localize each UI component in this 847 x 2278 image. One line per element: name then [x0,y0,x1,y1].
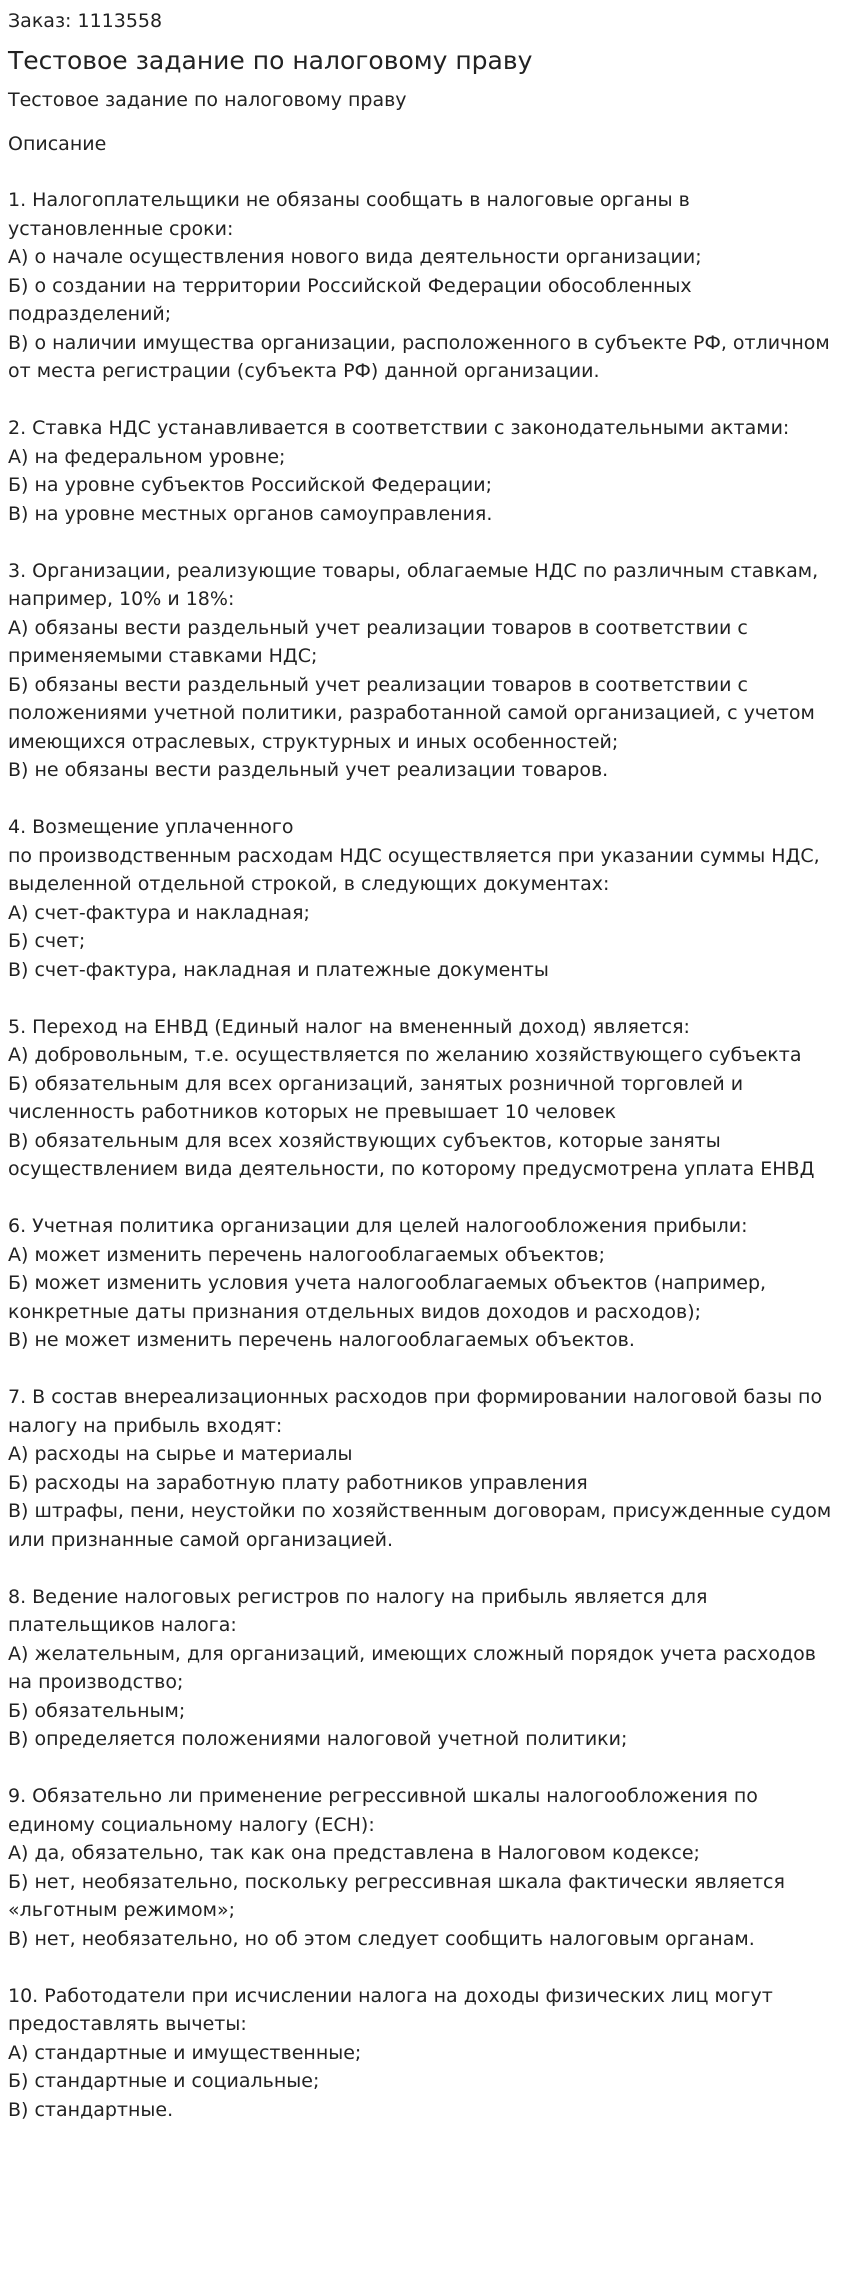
question-line: имеющихся отраслевых, структурных и иных особенностей; [8,730,619,753]
question-line: А) стандартные и имущественные; [8,2041,362,2064]
question-line: А) обязаны вести раздельный учет реализации товаров в соответствии с [8,616,748,639]
question-block [8,186,839,386]
question-line: В) счет-фактура, накладная и платежные документы [8,958,549,981]
question-line: или признанные самой организацией. [8,1528,394,1551]
question-text: 1. Налогоплательщики не обязаны сообщать в налоговые органы в [8,189,690,211]
question-block [8,414,839,528]
question-block [8,1013,839,1184]
question-line: А) добровольным, т.е. осуществляется по желанию хозяйствующего субъекта [8,1044,802,1066]
question-line: А) на федеральном уровне; [8,445,286,468]
question-line: предоставлять вычеты: [8,2013,247,2035]
question-text: 8. Ведение налоговых регистров по налогу на прибыль является для [8,1585,708,1608]
question-line: подразделений; [8,303,172,325]
question-line: осуществлением вида деятельности, по которому предусмотрена уплата ЕНВД [8,1158,815,1180]
question-line: В) определяется положениями налоговой учетной политики; [8,1728,628,1750]
question-block [8,1383,839,1554]
question-line: А) счет-фактура и накладная; [8,901,310,924]
question-text: 7. В состав внереализационных расходов при формировании налоговой базы по [8,1386,823,1408]
question-line: применяемыми ставками НДС; [8,645,318,667]
question-line: В) штрафы, пени, неустойки по хозяйственным договорам, присужденные судом [8,1500,832,1522]
questions-list [8,186,839,2124]
question-block [8,1782,839,1953]
question-block [8,813,839,984]
question-line: В) стандартные. [8,2098,174,2121]
question-line: налогу на прибыль входят: [8,1414,283,1437]
question-line: Б) на уровне субъектов Российской Федерации; [8,474,493,496]
question-line: по производственным расходам НДС осуществляется при указании суммы НДС, [8,844,820,867]
question-block [8,1583,839,1754]
question-text: 10. Работодатели при исчислении налога на доходы физических лиц могут [8,1984,773,2007]
question-line: конкретные даты признания отдельных видов доходов и расходов); [8,1300,702,1323]
question-line: Б) счет; [8,930,86,952]
question-line: А) да, обязательно, так как она представлена в Налоговом кодексе; [8,1842,700,1864]
question-line: А) может изменить перечень налогооблагаемых объектов; [8,1243,606,1266]
question-text: 2. Ставка НДС устанавливается в соответствии с законодательными актами: [8,417,790,439]
question-line: А) о начале осуществления нового вида деятельности организации; [8,246,702,268]
question-line: Б) обязательным; [8,1699,186,1722]
question-block [8,1982,839,2125]
page-title: Тестовое задание по налоговому праву [8,46,533,75]
question-text: 9. Обязательно ли применение регрессивной шкалы налогообложения по [8,1785,758,1807]
page-subtitle: Тестовое задание по налоговому праву [8,89,407,111]
question-line: единому социальному налогу (ЕСН): [8,1813,375,1836]
question-line: установленные сроки: [8,217,234,240]
question-line: В) о наличии имущества организации, расположенного в субъекте РФ, отличном [8,331,830,354]
question-text: 6. Учетная политика организации для целей налогообложения прибыли: [8,1215,748,1237]
question-line: Б) может изменить условия учета налогооблагаемых объектов (например, [8,1272,767,1294]
question-line: В) не обязаны вести раздельный учет реализации товаров. [8,759,609,781]
order-number: Заказ: 1113558 [8,10,163,32]
question-line: плательщиков налога: [8,1614,237,1636]
question-line: Б) расходы на заработную плату работников управления [8,1471,588,1494]
question-line: от места регистрации (субъекта РФ) данной организации. [8,360,600,382]
question-line: например, 10% и 18%: [8,588,235,610]
question-block [8,1212,839,1355]
question-line: Б) обязаны вести раздельный учет реализации товаров в соответствии с [8,673,748,696]
question-line: Б) обязательным для всех организаций, занятых розничной торговлей и [8,1072,744,1095]
question-line: численность работников которых не превышает 10 человек [8,1101,617,1123]
question-line: В) не может изменить перечень налогооблагаемых объектов. [8,1329,635,1351]
description-label: Описание [8,133,107,155]
question-line: выделенной отдельной строкой, в следующих документах: [8,873,610,895]
question-block [8,557,839,785]
question-line: В) обязательным для всех хозяйствующих субъектов, которые заняты [8,1129,721,1152]
question-line: Б) стандартные и социальные; [8,2070,320,2092]
question-text: 5. Переход на ЕНВД (Единый налог на вмененный доход) является: [8,1015,690,1038]
question-line: на производство; [8,1671,184,1693]
question-line: А) желательным, для организаций, имеющих сложный порядок учета расходов [8,1642,817,1665]
question-line: Б) нет, необязательно, поскольку регрессивная шкала фактически является [8,1870,785,1893]
question-line: В) на уровне местных органов самоуправления. [8,502,493,525]
question-text: 3. Организации, реализующие товары, облагаемые НДС по различным ставкам, [8,559,819,582]
question-line: А) расходы на сырье и материалы [8,1443,353,1465]
question-line: «льготным режимом»; [8,1899,235,1921]
question-line: В) нет, необязательно, но об этом следует сообщить налоговым органам. [8,1927,755,1950]
question-text: 4. Возмещение уплаченного [8,816,294,838]
question-line: Б) о создании на территории Российской Федерации обособленных [8,274,692,297]
question-line: положениями учетной политики, разработанной самой организацией, с учетом [8,702,815,724]
